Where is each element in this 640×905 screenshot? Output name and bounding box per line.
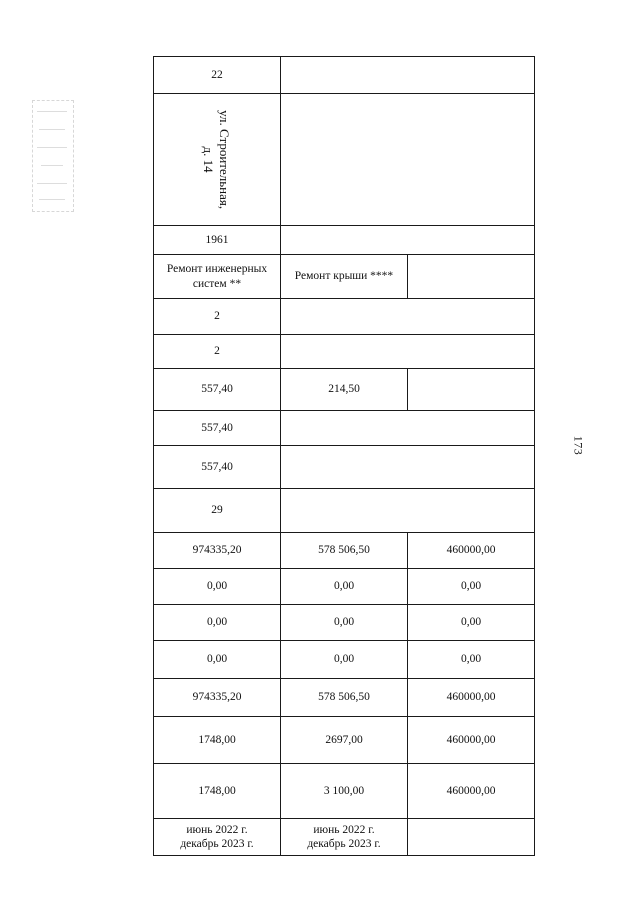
table-cell: 460000,00	[407, 716, 535, 764]
table-cell: 0,00	[280, 604, 408, 641]
table-cell	[280, 488, 535, 533]
table-cell: 0,00	[407, 640, 535, 679]
address-text: ул. Строительная, д. 14	[201, 109, 233, 210]
table-cell: 1748,00	[153, 716, 281, 764]
table-cell	[407, 818, 535, 856]
table-cell: 460000,00	[407, 678, 535, 717]
table-cell: 0,00	[153, 640, 281, 679]
table-cell: 974335,20	[153, 678, 281, 717]
table-cell: 0,00	[280, 568, 408, 605]
table-cell: июнь 2022 г. декабрь 2023 г.	[280, 818, 408, 856]
table-cell	[280, 93, 535, 226]
table-cell	[280, 445, 535, 489]
table-cell: 460000,00	[407, 532, 535, 569]
table-cell	[280, 56, 535, 94]
table-cell: июнь 2022 г. декабрь 2023 г.	[153, 818, 281, 856]
table-cell: 22	[153, 56, 281, 94]
table-cell: 2	[153, 334, 281, 369]
table-cell	[280, 334, 535, 369]
table-cell: 578 506,50	[280, 678, 408, 717]
table-cell	[153, 93, 281, 226]
table-cell	[407, 254, 535, 299]
table-cell: 2	[153, 298, 281, 335]
table-cell: 974335,20	[153, 532, 281, 569]
table-cell: 0,00	[153, 568, 281, 605]
table-cell: 0,00	[153, 604, 281, 641]
table-cell: 0,00	[407, 568, 535, 605]
table-cell: 29	[153, 488, 281, 533]
faded-stamp	[32, 100, 74, 212]
table-cell: 557,40	[153, 368, 281, 411]
table-cell: 557,40	[153, 410, 281, 446]
table-cell	[280, 225, 535, 255]
table-cell	[407, 368, 535, 411]
table-cell: Ремонт инженерных систем **	[153, 254, 281, 299]
table-cell: 214,50	[280, 368, 408, 411]
table-cell: Ремонт крыши ****	[280, 254, 408, 299]
table-cell: 0,00	[280, 640, 408, 679]
table-cell: 0,00	[407, 604, 535, 641]
page-number: 173	[571, 435, 586, 456]
table-cell: 1961	[153, 225, 281, 255]
table-cell: 3 100,00	[280, 763, 408, 819]
table-cell	[280, 298, 535, 335]
table-cell: 2697,00	[280, 716, 408, 764]
table-cell: 1748,00	[153, 763, 281, 819]
table-cell	[280, 410, 535, 446]
table-cell: 578 506,50	[280, 532, 408, 569]
table-cell: 557,40	[153, 445, 281, 489]
table-cell: 460000,00	[407, 763, 535, 819]
